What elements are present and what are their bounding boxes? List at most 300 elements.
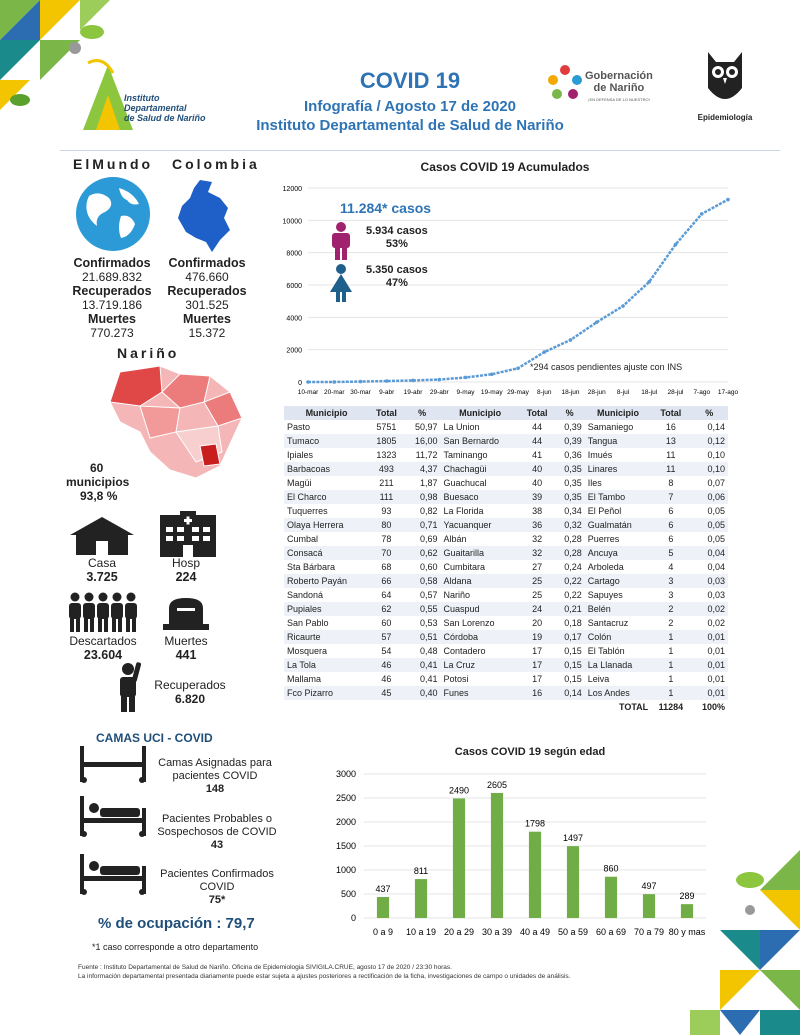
world-title: ElMundo [73,156,154,172]
x-tick-label: 7-ago [693,389,711,396]
table-cell: 0,28 [554,546,584,560]
bar-data-label: 860 [603,863,619,874]
table-cell: 0,03 [691,588,728,602]
narino-municipios-count: 60 [90,461,104,475]
table-cell: Tangua [585,434,651,448]
globe-icon [75,176,151,252]
table-cell: 0,22 [554,574,584,588]
table-row [284,518,728,532]
bed-with-patient-icon-confirmed [78,852,148,896]
female-icon [329,264,353,302]
table-cell: Buesaco [440,490,519,504]
x-tick-label: 10-mar [297,389,319,396]
casa-stat [62,556,142,584]
gobernacion-line2: de Nariño [593,82,645,94]
table-row [284,504,728,518]
age-bar [529,832,541,918]
table-cell: 1 [651,672,690,686]
x-tick-label: 80 y mas [668,927,706,937]
age-bar [605,877,617,918]
hospital-icon [160,511,216,557]
ids-logo-line1: Instituto [124,93,160,103]
uci-confirmed-label: Pacientes Confirmados COVID [160,868,274,893]
table-cell: 0,18 [554,616,584,630]
table-cell-empty [520,700,555,714]
cumulative-point [569,338,573,342]
pending-note: *294 casos pendientes ajuste con INS [530,362,683,372]
table-header-cell: Total [651,406,690,420]
table-cell: 38 [520,504,555,518]
table-cell: 39 [520,490,555,504]
table-cell: 0,60 [404,560,441,574]
table-cell: 60 [369,616,404,630]
table-cell: 3 [651,574,690,588]
table-cell: 0,03 [691,574,728,588]
table-header-cell: Municipio [585,406,651,420]
table-cell: 0,05 [691,532,728,546]
table-cell: 0,57 [404,588,441,602]
x-tick-label: 19-abr [403,389,423,396]
table-row [284,672,728,686]
table-cell: 0,69 [404,532,441,546]
footer-source: Fuente : Instituto Departamental de Salud de Nariño. Oficina de Epidemiologia SIVIGILA.CRUE, agosto 17 de 2020 / 23:30 horas. [78,964,452,971]
cumulative-point [306,380,310,384]
table-cell: Aldana [440,574,519,588]
male-icon [329,222,353,260]
age-chart-title: Casos COVID 19 según edad [454,746,606,758]
table-cell: 0,01 [691,658,728,672]
table-cell: Potosi [440,672,519,686]
narino-municipios [66,461,138,503]
table-header-cell: Municipio [284,406,369,420]
bar-data-label: 1798 [524,818,546,829]
table-cell: Contadero [440,644,519,658]
table-cell: 5 [651,546,690,560]
table-header-cell: Municipio [440,406,519,420]
table-cell: 0,48 [404,644,441,658]
table-cell: 20 [520,616,555,630]
table-cell: La Tola [284,658,369,672]
table-cell: Yacuanquer [440,518,519,532]
table-cell: 0,01 [691,630,728,644]
table-cell: 0,15 [554,672,584,686]
tombstone-icon [163,596,209,630]
narino-municipios-label: municipios [66,475,130,489]
world-recovered-label: Recuperados [72,284,152,298]
table-cell: San Lorenzo [440,616,519,630]
table-cell: Taminango [440,448,519,462]
table-cell: 0,62 [404,546,441,560]
table-row [284,574,728,588]
table-cell: 0,02 [691,602,728,616]
bar-data-label: 437 [375,884,391,895]
casa-label: Casa [87,556,116,570]
uci-confirmed [152,868,282,907]
age-bar [643,894,655,918]
world-stats [62,256,162,340]
owl-icon [702,48,748,108]
uci-title: CAMAS UCI - COVID [96,731,213,745]
table-cell: Albán [440,532,519,546]
table-cell: Sta Bárbara [284,560,369,574]
table-cell: Ricaurte [284,630,369,644]
table-cell: Cumbitara [440,560,519,574]
table-cell: 0,04 [691,560,728,574]
world-confirmed: 21.689.832 [81,270,143,284]
table-cell: La Union [440,420,519,434]
table-cell: Los Andes [585,686,651,700]
municipios-table [284,406,728,714]
table-cell: 1 [651,644,690,658]
uci-assigned-value: 148 [205,783,225,795]
table-cell: 25 [520,588,555,602]
table-cell: 0,58 [404,574,441,588]
table-cell: 19 [520,630,555,644]
table-cell: 62 [369,602,404,616]
table-cell: 0,22 [554,588,584,602]
table-cell: El Tablón [585,644,651,658]
page-org: Instituto Departamental de Salud de Nariño [256,117,564,134]
cumulative-point [595,320,599,324]
table-cell: Consacá [284,546,369,560]
table-header-cell: % [691,406,728,420]
cumulative-point [411,379,415,383]
table-cell: Imués [585,448,651,462]
table-cell: Fco Pizarro [284,686,369,700]
table-cell: 0,14 [554,686,584,700]
table-cell: 16 [520,686,555,700]
cumulative-point [726,198,730,202]
table-cell: 6 [651,504,690,518]
table-cell: San Pablo [284,616,369,630]
empty-bed-icon [78,744,148,784]
table-cell: Tuquerres [284,504,369,518]
age-bar [491,793,503,918]
house-icon [70,517,134,555]
uci-assigned-label: Camas Asignadas para pacientes COVID [158,757,272,782]
y-tick-label: 1000 [335,865,356,875]
table-cell: 0,01 [691,672,728,686]
table-cell: Iles [585,476,651,490]
y-tick-label: 8000 [286,250,302,258]
table-cell: Sandoná [284,588,369,602]
table-cell: 1323 [369,448,404,462]
age-bar [681,904,693,918]
table-cell: 24 [520,602,555,616]
table-cell: 0,17 [554,630,584,644]
x-tick-label: 50 a 59 [557,927,589,937]
table-cell: 6 [651,532,690,546]
table-cell: Puerres [585,532,651,546]
cumulative-point [647,280,651,284]
table-cell: 11,72 [404,448,441,462]
x-tick-label: 28-jun [587,389,606,396]
table-cell: Cuaspud [440,602,519,616]
x-tick-label: 30 a 39 [481,927,513,937]
x-tick-label: 28-jul [667,389,684,396]
muertes-value: 441 [175,648,197,662]
table-cell: 32 [520,532,555,546]
table-cell: Arboleda [585,560,651,574]
table-cell: 17 [520,658,555,672]
y-tick-label: 3000 [335,769,356,779]
table-cell: 0,14 [691,420,728,434]
table-cell: 0,21 [554,602,584,616]
table-cell: 0,24 [554,560,584,574]
x-tick-label: 8-jul [616,389,630,396]
male-cases [366,225,428,251]
header-divider [60,150,780,151]
gobernacion-line1: Gobernación [585,70,653,82]
table-total-label: TOTAL [585,700,651,714]
epidemiologia-logo [695,48,755,126]
ids-logo-line2: Departamental [124,103,187,113]
table-cell: 57 [369,630,404,644]
cumulative-point [516,366,520,370]
table-cell: 0,04 [691,546,728,560]
colombia-deaths: 15.372 [188,326,226,340]
total-cases-text: 11.284* casos [340,200,432,216]
age-bar [453,798,465,918]
muertes-stat [146,634,226,662]
table-row [284,588,728,602]
x-tick-label: 18-jul [641,389,658,396]
descartados-value: 23.604 [83,648,123,662]
x-tick-label: 29-may [507,389,529,396]
cumulative-point [490,372,494,376]
gobernacion-tag: ¡EN DEFENSA DE LO NUESTRO! [588,97,650,102]
table-cell: Funes [440,686,519,700]
table-cell: 13 [651,434,690,448]
x-tick-label: 20 a 29 [443,927,475,937]
table-cell: 44 [520,420,555,434]
y-tick-label: 500 [340,889,356,899]
table-total-pct: 100% [691,700,728,714]
table-cell: Sapuyes [585,588,651,602]
table-row [284,658,728,672]
table-cell: 0,28 [554,532,584,546]
table-cell: 2 [651,616,690,630]
table-cell: El Tambo [585,490,651,504]
table-cell: 0,15 [554,644,584,658]
table-cell: 7 [651,490,690,504]
table-cell: 11 [651,462,690,476]
table-cell: La Cruz [440,658,519,672]
table-cell: 0,15 [554,658,584,672]
table-cell: 0,05 [691,504,728,518]
table-cell: Ipiales [284,448,369,462]
recuperados-stat [150,678,230,706]
y-tick-label: 1500 [335,841,356,851]
x-tick-label: 20-mar [323,389,345,396]
bar-data-label: 1497 [562,833,584,844]
y-tick-label: 2500 [335,793,356,803]
x-tick-label: 29-abr [429,389,449,396]
female-cases-pct: 47% [385,277,408,289]
table-cell: Santacruz [585,616,651,630]
table-header-cell: % [554,406,584,420]
table-cell: 211 [369,476,404,490]
x-tick-label: 8-jun [537,389,552,396]
table-cell: 25 [520,574,555,588]
footer-disclaimer: La información departamental presentada diariamente puede estar sujeta a ajustes posteriores a rectificación de la ficha, investigaciones de campo o unidades de análisis. [78,973,571,980]
world-deaths: 770.273 [90,326,134,340]
cumulative-point [542,350,546,354]
table-cell: 0,35 [554,476,584,490]
table-cell: Cartago [585,574,651,588]
age-bar [567,846,579,918]
table-cell: 8 [651,476,690,490]
bar-data-label: 811 [413,866,429,877]
table-cell: 16 [651,420,690,434]
table-cell: 44 [520,434,555,448]
cumulative-point [674,243,678,247]
table-cell: 0,01 [691,644,728,658]
uci-probable-value: 43 [210,839,224,851]
table-cell: Mosquera [284,644,369,658]
table-cell: 46 [369,658,404,672]
table-cell: Nariño [440,588,519,602]
table-cell: 0,32 [554,518,584,532]
colombia-title: Colombia [172,156,260,172]
table-row [284,462,728,476]
table-cell: 0,82 [404,504,441,518]
table-row [284,644,728,658]
table-cell: 0,55 [404,602,441,616]
table-cell: 1 [651,686,690,700]
table-cell: 0,71 [404,518,441,532]
table-header-row [284,406,728,420]
table-cell: Barbacoas [284,462,369,476]
hosp-stat [146,556,226,584]
y-tick-label: 2000 [286,347,302,355]
table-cell: Córdoba [440,630,519,644]
table-row [284,546,728,560]
cumulative-point [385,379,389,383]
gobernacion-logo [545,62,665,110]
table-cell: 80 [369,518,404,532]
table-cell: 0,40 [404,686,441,700]
bar-data-label: 289 [679,891,695,902]
page-title: COVID 19 [359,68,461,93]
table-cell: 5751 [369,420,404,434]
table-cell: 1,87 [404,476,441,490]
y-tick-label: 12000 [282,186,302,193]
table-cell: San Bernardo [440,434,519,448]
table-cell: 68 [369,560,404,574]
table-cell: 493 [369,462,404,476]
colombia-confirmed-label: Confirmados [168,256,246,270]
table-cell: Guaitarilla [440,546,519,560]
table-row [284,630,728,644]
table-cell: 70 [369,546,404,560]
table-cell: Linares [585,462,651,476]
table-cell: 2 [651,602,690,616]
cumulative-point [332,380,336,384]
recuperados-value: 6.820 [174,692,206,706]
table-header-cell: % [404,406,441,420]
footer [78,963,698,981]
table-cell: Leiva [585,672,651,686]
table-cell: Pasto [284,420,369,434]
table-cell-empty [284,700,369,714]
hosp-label: Hosp [171,556,200,570]
table-cell: 0,10 [691,462,728,476]
gobernacion-logo-icon [545,62,585,104]
table-cell: 45 [369,686,404,700]
table-cell: 11 [651,448,690,462]
world-deaths-label: Muertes [88,312,136,326]
table-cell: 0,05 [691,518,728,532]
descartados-stat [58,634,148,662]
x-tick-label: 17-ago [717,389,738,396]
people-group-icon [67,592,139,632]
table-cell: 64 [369,588,404,602]
page-subtitle: Infografía / Agosto 17 de 2020 [304,98,516,115]
table-cell-empty [404,700,441,714]
table-row [284,476,728,490]
table-cell: 17 [520,644,555,658]
table-row [284,602,728,616]
table-cell: La Florida [440,504,519,518]
cumulative-point [359,380,363,384]
table-cell: 32 [520,546,555,560]
x-tick-label: 9-abr [379,389,395,396]
age-bar-chart [326,764,712,944]
table-cell: 0,10 [691,448,728,462]
table-cell: 3 [651,588,690,602]
narino-municipios-pct: 93,8 % [80,489,118,503]
table-header-cell: Total [520,406,555,420]
table-cell-empty [369,700,404,714]
hosp-value: 224 [175,570,197,584]
x-tick-label: 0 a 9 [372,927,394,937]
bar-data-label: 2490 [448,785,470,796]
y-tick-label: 6000 [286,283,302,290]
table-row [284,532,728,546]
table-cell: 0,39 [554,420,584,434]
table-cell: 1 [651,630,690,644]
table-cell: 78 [369,532,404,546]
table-cell: 0,41 [404,672,441,686]
table-cell: 41 [520,448,555,462]
uci-probable [152,813,282,852]
casa-value: 3.725 [86,570,118,584]
x-tick-label: 10 a 19 [405,927,437,937]
x-tick-label: 40 a 49 [519,927,551,937]
table-cell: 93 [369,504,404,518]
table-cell: 54 [369,644,404,658]
table-cell: 0,06 [691,490,728,504]
table-cell: 4,37 [404,462,441,476]
bar-data-label: 2605 [486,779,508,790]
table-cell: 1805 [369,434,404,448]
uci-note: *1 caso corresponde a otro departamento [92,942,259,952]
table-cell: 0,07 [691,476,728,490]
y-tick-label: 2000 [335,817,356,827]
cumulative-point [700,212,704,216]
table-cell: 0,39 [554,434,584,448]
bar-data-label: 497 [641,881,657,892]
narino-title: Nariño [117,345,180,361]
x-tick-label: 9-may [456,389,475,396]
y-tick-label: 0 [298,380,302,387]
table-cell: 0,53 [404,616,441,630]
colombia-confirmed: 476.660 [185,270,229,284]
y-tick-label: 0 [350,913,356,923]
table-cell: 0,01 [691,686,728,700]
descartados-label: Descartados [69,634,137,648]
